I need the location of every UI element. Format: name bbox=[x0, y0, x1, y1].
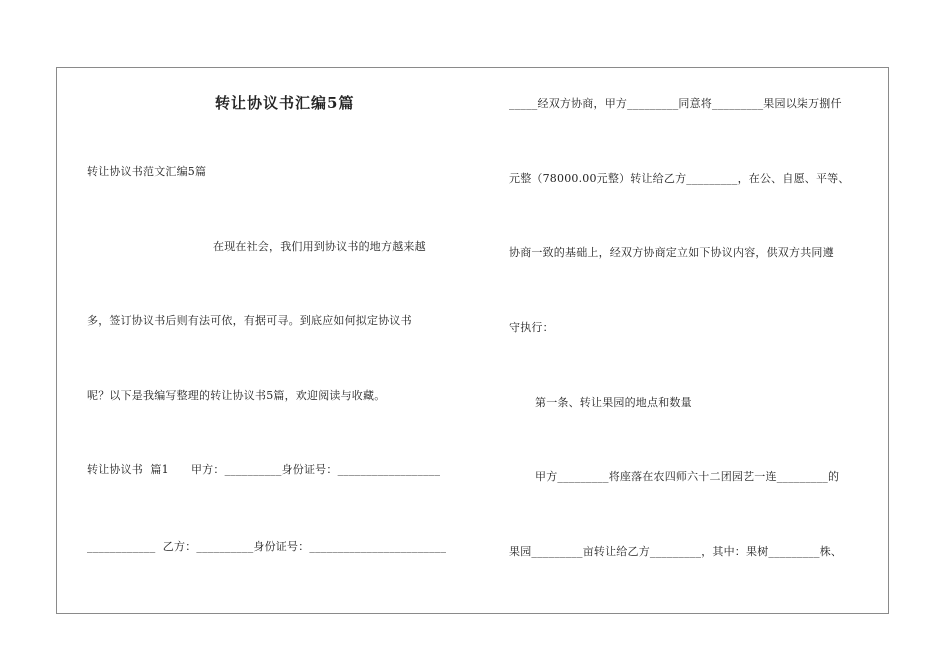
paragraph-line-2: 多，签订协议书后则有法可依，有据可寻。到底应如何拟定协议书 bbox=[87, 314, 412, 327]
left-column bbox=[87, 68, 467, 613]
party-b-line: ____________ 乙方：__________身份证号：________________________ bbox=[87, 540, 447, 553]
right-column bbox=[509, 68, 881, 613]
article-1-heading: 第一条、转让果园的地点和数量 bbox=[535, 396, 692, 409]
right-line-6: 甲方_________将座落在农四师六十二团园艺一连_________的 bbox=[535, 470, 840, 483]
right-line-1: _____经双方协商，甲方_________同意将_________果园以柒万捌仟 bbox=[509, 97, 842, 110]
paragraph-line-3: 呢？以下是我编写整理的转让协议书5篇，欢迎阅读与收藏。 bbox=[87, 389, 386, 402]
right-line-3: 协商一致的基础上，经双方协商定立如下协议内容，供双方共同遵 bbox=[509, 246, 834, 259]
right-line-4: 守执行： bbox=[509, 321, 554, 334]
document-page bbox=[56, 67, 889, 614]
subtitle-line: 转让协议书范文汇编5篇 bbox=[87, 165, 207, 178]
right-line-2: 元整（78000.00元整）转让给乙方_________，在公、自愿、平等、 bbox=[509, 172, 850, 185]
right-line-7: 果园_________亩转让给乙方_________，其中：果树_________株、 bbox=[509, 545, 843, 558]
paragraph-line-1: 在现在社会，我们用到协议书的地方越来越 bbox=[213, 240, 426, 253]
document-title: 转让协议书汇编5篇 bbox=[215, 94, 355, 112]
party-a-line: 转让协议书 篇1 甲方：__________身份证号：__________________ bbox=[87, 463, 441, 476]
